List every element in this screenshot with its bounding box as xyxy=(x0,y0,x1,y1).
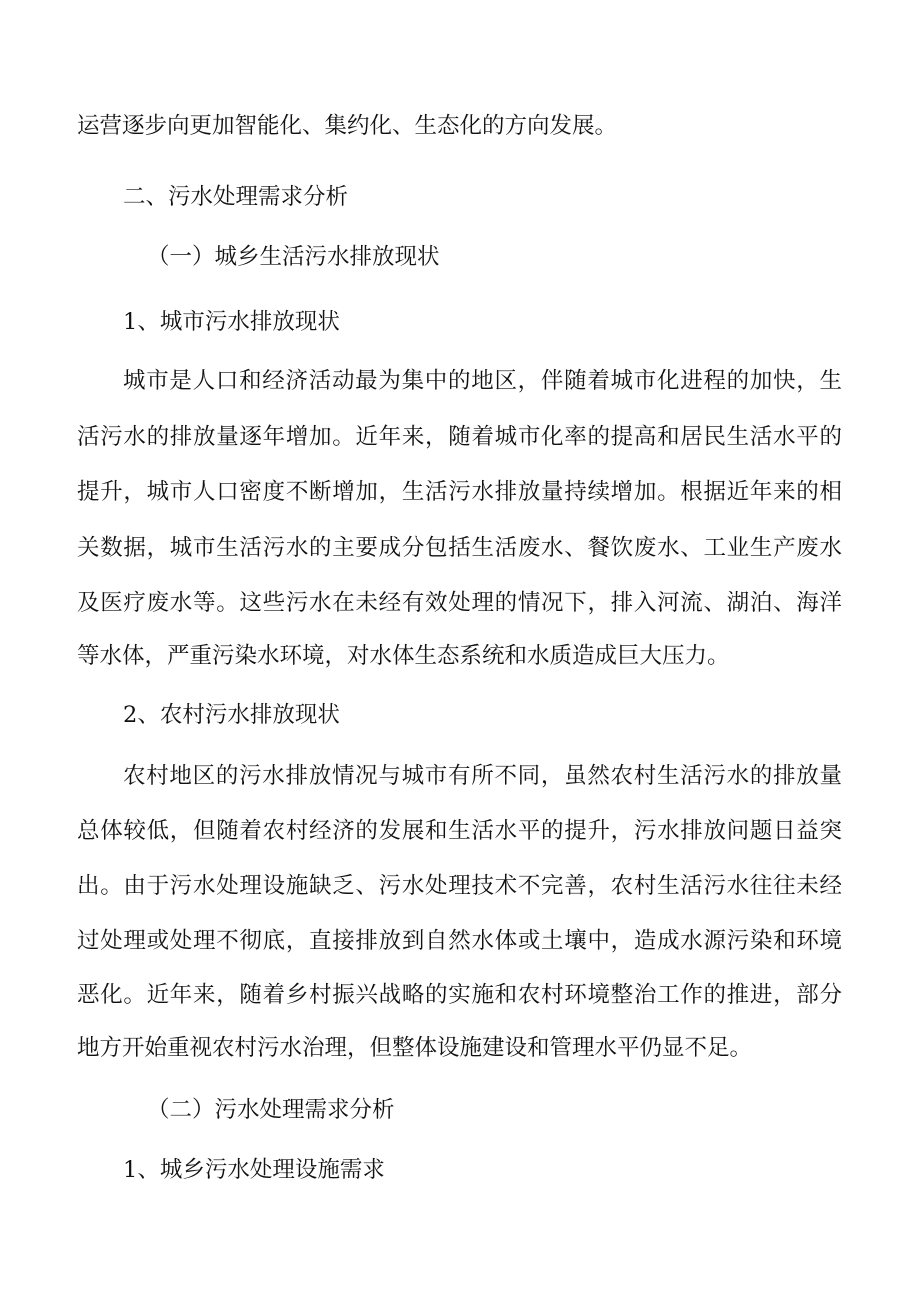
item-heading-rural: 2、农村污水排放现状 xyxy=(123,702,340,728)
rural-paragraph-line-5: 恶化。近年来，随着乡村振兴战略的实施和农村环境整治工作的推进，部分 xyxy=(77,982,842,1008)
item-heading-facilities: 1、城乡污水处理设施需求 xyxy=(123,1157,385,1183)
rural-paragraph-line-2: 总体较低，但随着农村经济的发展和生活水平的提升，污水排放问题日益突 xyxy=(77,818,842,844)
rural-paragraph-line-1: 农村地区的污水排放情况与城市有所不同，虽然农村生活污水的排放量 xyxy=(123,763,842,789)
urban-paragraph-line-5: 及医疗废水等。这些污水在未经有效处理的情况下，排入河流、湖泊、海洋 xyxy=(77,590,842,616)
urban-paragraph-line-2: 活污水的排放量逐年增加。近年来，随着城市化率的提高和居民生活水平的 xyxy=(77,424,842,450)
urban-paragraph-line-3: 提升，城市人口密度不断增加，生活污水排放量持续增加。根据近年来的相 xyxy=(77,479,842,505)
subsection-heading: （一）城乡生活污水排放现状 xyxy=(147,244,440,270)
item-heading-urban: 1、城市污水排放现状 xyxy=(123,309,340,335)
urban-paragraph-line-4: 关数据，城市生活污水的主要成分包括生活废水、餐饮废水、工业生产废水 xyxy=(77,535,842,561)
rural-paragraph-line-6: 地方开始重视农村污水治理，但整体设施建设和管理水平仍显不足。 xyxy=(77,1035,753,1061)
urban-paragraph-line-6: 等水体，严重污染水环境，对水体生态系统和水质造成巨大压力。 xyxy=(77,643,730,669)
urban-paragraph-line-1: 城市是人口和经济活动最为集中的地区，伴随着城市化进程的加快，生 xyxy=(123,368,842,394)
section-heading: 二、污水处理需求分析 xyxy=(123,184,349,210)
rural-paragraph-line-3: 出。由于污水处理设施缺乏、污水处理技术不完善，农村生活污水往往未经 xyxy=(77,873,842,899)
subsection-heading-2: （二）污水处理需求分析 xyxy=(147,1097,395,1123)
rural-paragraph-line-4: 过处理或处理不彻底，直接排放到自然水体或土壤中，造成水源污染和环境 xyxy=(77,928,842,954)
paragraph-continuation: 运营逐步向更加智能化、集约化、生态化的方向发展。 xyxy=(77,113,618,139)
